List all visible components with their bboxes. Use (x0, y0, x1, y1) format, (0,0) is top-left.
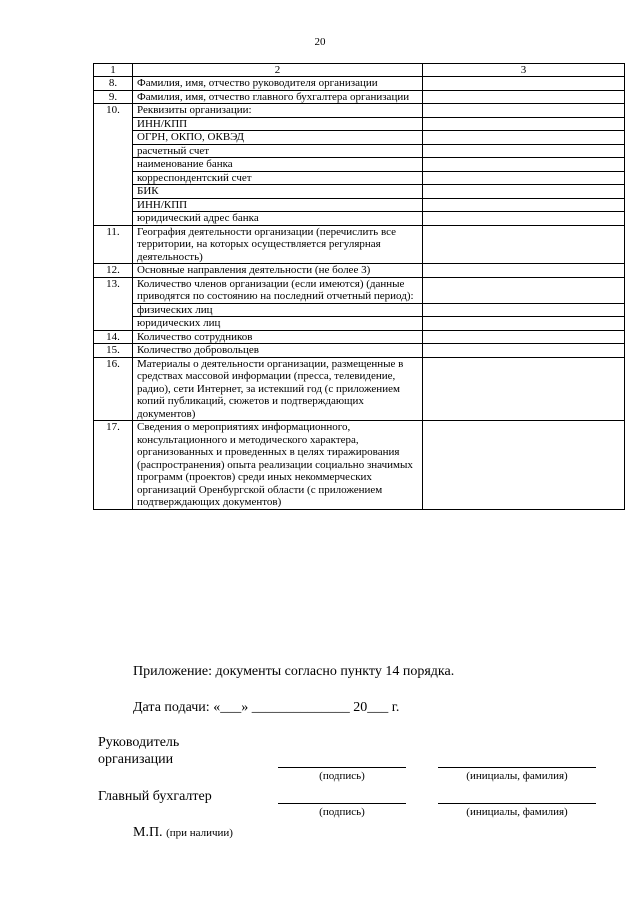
row-value-cell[interactable] (423, 131, 625, 145)
row-label: Фамилия, имя, отчество главного бухгалтера организации (133, 90, 423, 104)
row-label: расчетный счет (133, 144, 423, 158)
row-value-cell[interactable] (423, 225, 625, 264)
row-value-cell[interactable] (423, 90, 625, 104)
table-row (94, 158, 625, 172)
row-number (94, 303, 133, 317)
row-value-cell[interactable] (423, 104, 625, 118)
row-value-cell[interactable] (423, 277, 625, 303)
row-value-cell[interactable] (423, 212, 625, 226)
row-value-cell[interactable] (423, 117, 625, 131)
table-row (94, 264, 625, 278)
row-label: ОГРН, ОКПО, ОКВЭД (133, 131, 423, 145)
table-row (94, 303, 625, 317)
head-signature-line (278, 767, 406, 768)
appendix-note: Приложение: документы согласно пункту 14 порядка. (133, 664, 455, 679)
row-number (94, 185, 133, 199)
table-row (94, 344, 625, 358)
row-value-cell[interactable] (423, 357, 625, 421)
row-value-cell[interactable] (423, 344, 625, 358)
head-label-line2: организации (98, 752, 174, 767)
table-row (94, 421, 625, 510)
row-number (94, 131, 133, 145)
table-row (94, 330, 625, 344)
accountant-signature-caption: (подпись) (319, 806, 365, 818)
row-value-cell[interactable] (423, 77, 625, 91)
row-label: Реквизиты организации: (133, 104, 423, 118)
row-number: 12. (94, 264, 133, 278)
row-number: 11. (94, 225, 133, 264)
row-value-cell[interactable] (423, 185, 625, 199)
head-label-line1: Руководитель (98, 735, 180, 750)
row-number (94, 317, 133, 331)
row-value-cell[interactable] (423, 421, 625, 510)
row-label: ИНН/КПП (133, 117, 423, 131)
chief-accountant-label: Главный бухгалтер (98, 789, 212, 804)
table-row (94, 317, 625, 331)
table-row (94, 185, 625, 199)
table-row (94, 144, 625, 158)
row-label: Количество членов организации (если имеются) (данные приводятся по состоянию на последний отчетный период): (133, 277, 423, 303)
table-row (94, 131, 625, 145)
page-number: 20 (314, 36, 326, 48)
row-label: юридических лиц (133, 317, 423, 331)
row-value-cell[interactable] (423, 303, 625, 317)
stamp-text: М.П. (133, 825, 163, 840)
row-value-cell[interactable] (423, 264, 625, 278)
row-label: Фамилия, имя, отчество руководителя организации (133, 77, 423, 91)
header-col-2: 2 (133, 64, 423, 77)
row-number: 16. (94, 357, 133, 421)
row-label: ИНН/КПП (133, 198, 423, 212)
row-label: корреспондентский счет (133, 171, 423, 185)
row-number: 17. (94, 421, 133, 510)
row-number: 10. (94, 104, 133, 118)
row-label: Сведения о мероприятиях информационного, консультационного и методического характера, организованных и проведенных в целях тиражирования (распространения) опыта реализации социально значимых программ (проектов) среди иных некоммерческих организаций Оренбургской области (с приложением подтверждающих документов) (133, 421, 423, 510)
head-signature-caption: (подпись) (319, 770, 365, 782)
stamp-note: (при наличии) (166, 827, 233, 839)
row-label: БИК (133, 185, 423, 199)
table-row (94, 90, 625, 104)
header-col-3: 3 (423, 64, 625, 77)
table-row (94, 357, 625, 421)
table-row (94, 77, 625, 91)
header-col-1: 1 (94, 64, 133, 77)
row-label: Материалы о деятельности организации, размещенные в средствах массовой информации (пресса, телевидение, радио), сети Интернет, за истекший год (с приложением копий публикаций, сюжетов и подтверждающих документов) (133, 357, 423, 421)
accountant-initials-line (438, 803, 596, 804)
row-value-cell[interactable] (423, 198, 625, 212)
row-number: 15. (94, 344, 133, 358)
row-number: 9. (94, 90, 133, 104)
row-label: Основные направления деятельности (не более 3) (133, 264, 423, 278)
accountant-signature-line (278, 803, 406, 804)
table-row (94, 212, 625, 226)
row-number (94, 144, 133, 158)
row-number: 8. (94, 77, 133, 91)
row-number (94, 158, 133, 172)
table-row (94, 171, 625, 185)
row-label: Количество сотрудников (133, 330, 423, 344)
row-label: География деятельности организации (перечислить все территории, на которых осуществляется регулярная деятельность) (133, 225, 423, 264)
stamp-label (133, 825, 233, 841)
row-number (94, 198, 133, 212)
row-value-cell[interactable] (423, 144, 625, 158)
row-label: юридический адрес банка (133, 212, 423, 226)
table-row (94, 198, 625, 212)
head-initials-line (438, 767, 596, 768)
table-header-row (94, 64, 625, 77)
row-number (94, 171, 133, 185)
row-label: Количество добровольцев (133, 344, 423, 358)
row-value-cell[interactable] (423, 330, 625, 344)
submission-date: Дата подачи: «___» ______________ 20___ г. (133, 700, 400, 715)
table-row (94, 225, 625, 264)
row-number (94, 117, 133, 131)
form-table (93, 63, 625, 510)
row-value-cell[interactable] (423, 158, 625, 172)
row-value-cell[interactable] (423, 317, 625, 331)
row-value-cell[interactable] (423, 171, 625, 185)
row-label: физических лиц (133, 303, 423, 317)
head-initials-caption: (инициалы, фамилия) (466, 770, 568, 782)
table-row (94, 104, 625, 118)
table-row (94, 117, 625, 131)
accountant-initials-caption: (инициалы, фамилия) (466, 806, 568, 818)
row-number (94, 212, 133, 226)
row-label: наименование банка (133, 158, 423, 172)
row-number: 14. (94, 330, 133, 344)
row-number: 13. (94, 277, 133, 303)
table-row (94, 277, 625, 303)
